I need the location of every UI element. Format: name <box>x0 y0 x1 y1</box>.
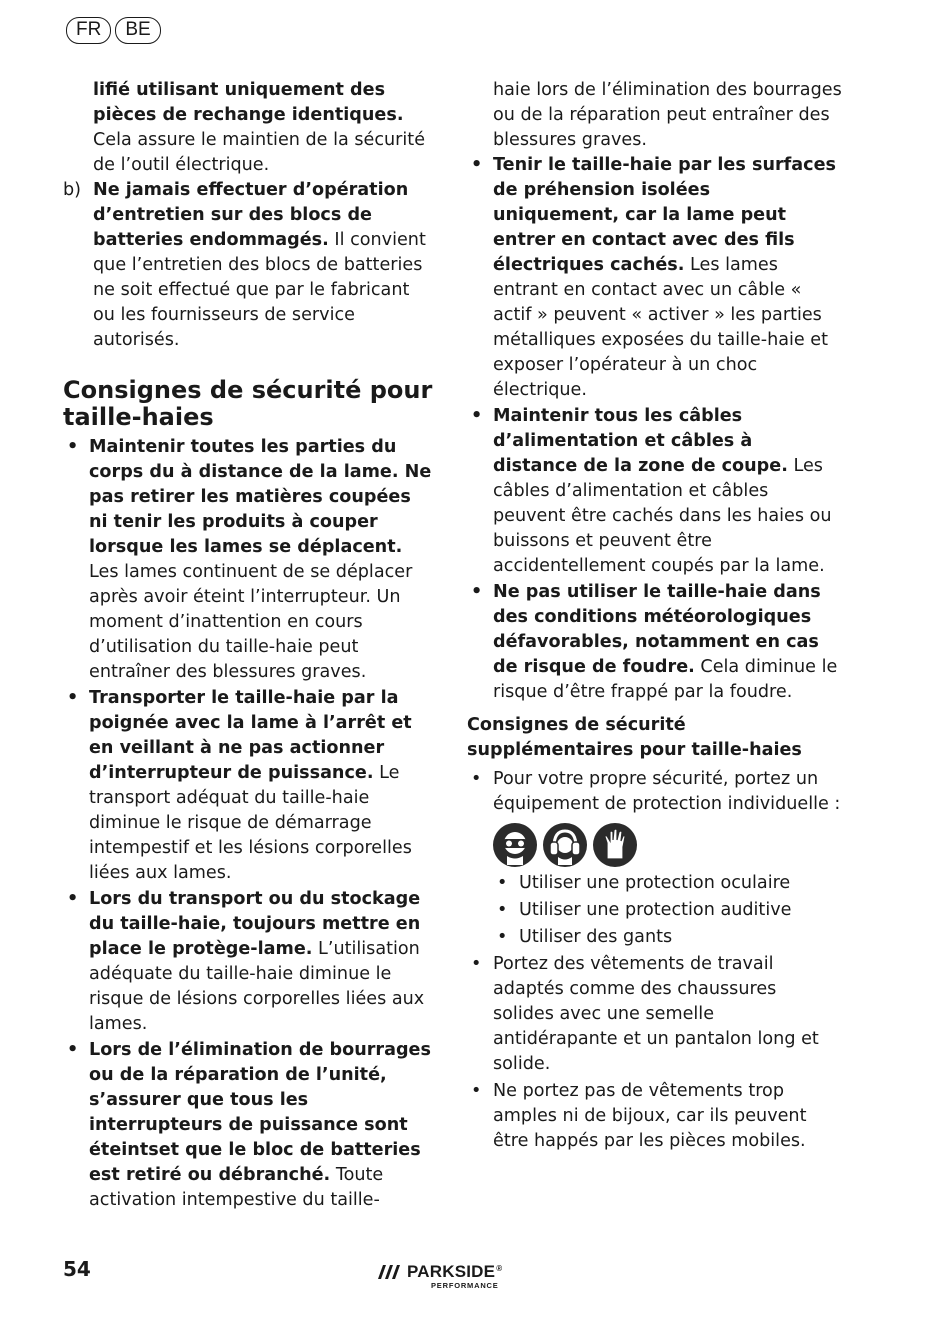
brand-subtitle: PERFORMANCE <box>431 1281 499 1290</box>
list-item-b <box>63 178 433 353</box>
intro-text: Cela assure le maintien de la sécurité de l’outil électrique. <box>93 130 426 175</box>
section-title: Consignes de sécurité pour taille-haies <box>63 376 433 431</box>
extra-bullet-text: Portez des vêtements de travail adaptés comme des chaussures solides avec une semelle antidérapante et un pantalon long et solide. <box>493 954 819 1074</box>
bullet-text: Toute activation intempestive du taille- <box>89 1165 384 1210</box>
bullet-dot: • <box>471 769 482 789</box>
ppe-list-text: Utiliser une protection oculaire <box>519 873 791 893</box>
right-column <box>467 78 842 1154</box>
bullet-dot: • <box>497 900 508 920</box>
bullet-text: L’utilisation adéquate du taille-haie diminue le risque de lésions corporelles liées aux lames. <box>89 939 425 1034</box>
bullet-text: Les lames entrant en contact avec un câble « actif » peuvent « activer » les parties métalliques exposées du taille-haie et exposer l’opérateur à un choc électrique. <box>493 255 829 400</box>
registered-mark: ® <box>496 1263 503 1273</box>
lang-badge-fr: FR <box>66 17 111 44</box>
safety-bullet <box>467 580 842 705</box>
ppe-list-text: Utiliser des gants <box>519 927 673 947</box>
item-b-text: Il convient que l’entretien des blocs de batteries ne soit effectué que par le fabricant ou les fournisseurs de service autorisés. <box>93 230 426 350</box>
bullet-bold: Maintenir toutes les parties du corps du à distance de la lame. Ne pas retirer les matières coupées ni tenir les produits à couper lorsque les lames se déplacent. <box>89 437 432 557</box>
bullet-text: Les câbles d’alimentation et câbles peuvent être cachés dans les haies ou buissons et peuvent être accidentellement coupés par la lame. <box>493 456 832 576</box>
brand-name: PARKSIDE <box>407 1262 496 1281</box>
bullet-bold: Lors de l’élimination de bourrages ou de la réparation de l’unité, s’assurer que tous les interrupteurs de puissance sont éteintset que le bloc de batteries est retiré ou débranché. <box>89 1040 431 1185</box>
ppe-list-item <box>467 898 842 923</box>
bullet-bold: Transporter le taille-haie par la poignée avec la lame à l’arrêt et en veillant à ne pas actionner d’interrupteur de puissance. <box>89 688 412 783</box>
hearing-protection-icon <box>543 823 587 867</box>
bullet-bold: Tenir le taille-haie par les surfaces de préhension isolées uniquement, car la lame peut entrer en contact avec des fils électriques cachés. <box>493 155 836 275</box>
bullet-bold: Lors du transport ou du stockage du taille-haie, toujours mettre en place le protège-lame. <box>89 889 421 959</box>
ppe-intro-text: Pour votre propre sécurité, portez un équipement de protection individuelle : <box>493 769 841 814</box>
bullet-dot: • <box>471 155 483 175</box>
bullet-dot: • <box>471 954 482 974</box>
bullet-dot: • <box>471 1081 482 1101</box>
safety-bullet <box>63 686 433 886</box>
extra-bullet <box>467 952 842 1077</box>
ppe-list-text: Utiliser une protection auditive <box>519 900 792 920</box>
bullet-text: Cela diminue le risque d’être frappé par la foudre. <box>493 657 838 702</box>
safety-bullet <box>63 1038 433 1213</box>
bullet-text: Les lames continuent de se déplacer après avoir éteint l’interrupteur. Un moment d’inattention en cours d’utilisation du taille-haie peut entraîner des blessures graves. <box>89 562 413 682</box>
logo-stripes-icon <box>375 1265 401 1279</box>
bullet-bold: Ne pas utiliser le taille-haie dans des conditions météorologiques défavorables, notamment en cas de risque de foudre. <box>493 582 821 677</box>
subsection-title: Consignes de sécurité supplémentaires pour taille-haies <box>467 715 802 760</box>
bullet-dot: • <box>471 406 483 426</box>
eye-protection-icon <box>493 823 537 867</box>
bullet-dot: • <box>67 1040 79 1060</box>
left-column <box>63 78 433 1214</box>
bullet-dot: • <box>67 688 79 708</box>
gloves-icon <box>593 823 637 867</box>
safety-bullet <box>63 435 433 685</box>
parkside-logo <box>375 1262 502 1290</box>
page-number: 54 <box>63 1257 91 1281</box>
safety-bullet <box>467 153 842 403</box>
bullet-dot: • <box>67 437 79 457</box>
ppe-intro-item <box>467 767 842 817</box>
ppe-icons <box>493 823 842 867</box>
language-badges <box>66 17 161 44</box>
intro-bold: lifié utilisant uniquement des pièces de rechange identiques. <box>93 80 404 125</box>
lang-badge-be: BE <box>115 17 160 44</box>
ppe-list-item <box>467 871 842 896</box>
bullet-text: Le transport adéquat du taille-haie diminue le risque de démarrage intempestif et les lésions corporelles liées aux lames. <box>89 763 412 883</box>
extra-bullet <box>467 1079 842 1154</box>
ppe-list-item <box>467 925 842 950</box>
safety-bullet <box>467 404 842 579</box>
bullet-dot: • <box>497 927 508 947</box>
bullet-dot: • <box>471 582 483 602</box>
item-b-bold: Ne jamais effectuer d’opération d’entretien sur des blocs de batteries endommagés. <box>93 180 409 250</box>
bullet-bold: Maintenir tous les câbles d’alimentation et câbles à distance de la zone de coupe. <box>493 406 788 476</box>
safety-bullet <box>63 887 433 1037</box>
bullet-dot: • <box>497 873 508 893</box>
intro-paragraph <box>63 78 433 178</box>
bullet-dot: • <box>67 889 79 909</box>
continuation-paragraph: haie lors de l’élimination des bourrages ou de la réparation peut entraîner des blessures graves. <box>493 80 842 150</box>
item-marker-b: b) <box>63 180 82 200</box>
extra-bullet-text: Ne portez pas de vêtements trop amples ni de bijoux, car ils peuvent être happés par les pièces mobiles. <box>493 1081 807 1151</box>
